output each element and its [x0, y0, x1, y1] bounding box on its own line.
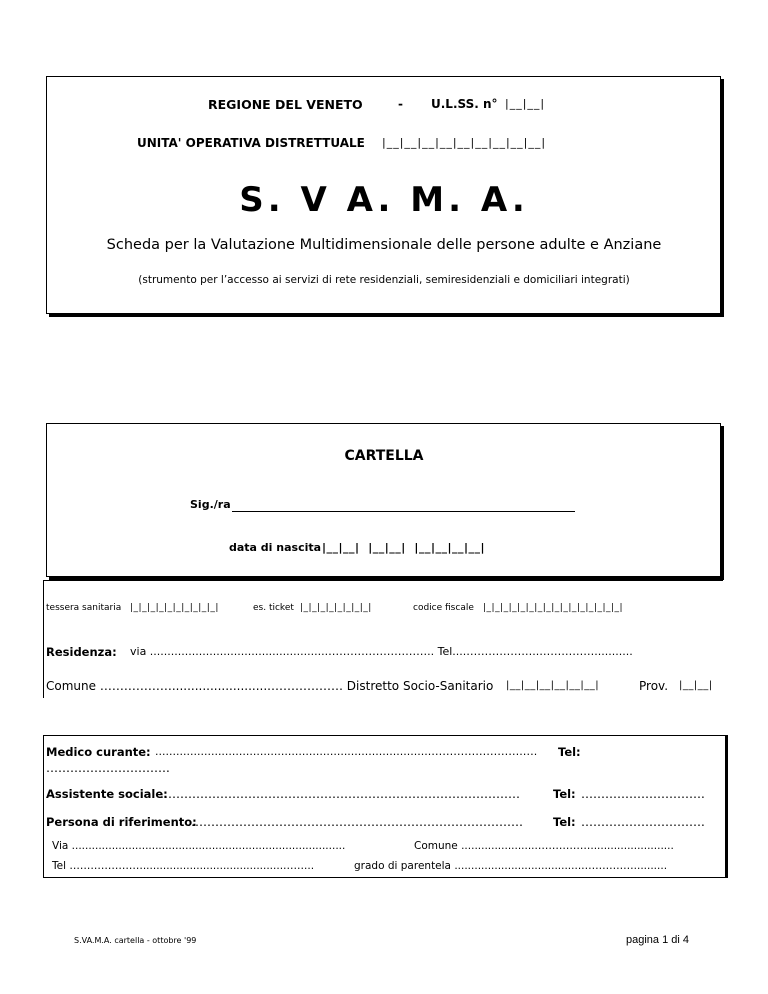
- tessera-label: tessera sanitaria: [46, 603, 122, 613]
- assistente-tel-label: Tel:: [553, 787, 576, 801]
- subtitle: Scheda per la Valutazione Multidimensionale delle persone adulte e Anziane: [106, 237, 662, 253]
- persona-tel-line[interactable]: Tel …………………..........................................……...: [52, 860, 315, 872]
- residence-via-line[interactable]: via ...................................................……………………….. Tel....………………..……………...........: [130, 645, 633, 658]
- tessera-cells[interactable]: |_|_|_|_|_|_|_|_|_|_|: [130, 603, 219, 613]
- footer-left: S.VA.M.A. cartella - ottobre '99: [74, 936, 197, 945]
- assistente-field[interactable]: ………………………………………………………………………………: [160, 787, 520, 801]
- persona-grado-field[interactable]: grado di parentela ......................................……………..........: [354, 860, 668, 872]
- prov-label: Prov.: [639, 679, 669, 693]
- persona-field[interactable]: …………………………………………………………………………: [187, 815, 523, 829]
- sig-label: Sig./ra: [190, 498, 231, 511]
- persona-tel-field[interactable]: ………………………….: [581, 815, 705, 829]
- medico-field[interactable]: ...............................................................................…………………….….: [155, 745, 538, 758]
- cf-label: codice fiscale: [413, 603, 474, 613]
- divider: [43, 580, 723, 581]
- persona-label: Persona di riferimento:: [46, 815, 197, 829]
- medico-tel-field[interactable]: ………………………….: [46, 761, 170, 775]
- residence-comune-line[interactable]: Comune ………………..........................……………… Distretto Socio-Sanitario: [46, 679, 494, 693]
- assistente-label: Assistente sociale:: [46, 787, 168, 801]
- persona-tel-label: Tel:: [553, 815, 576, 829]
- medico-tel-label: Tel:: [558, 745, 581, 759]
- sig-field[interactable]: [232, 511, 575, 512]
- birth-cells[interactable]: |__|__| |__|__| |__|__|__|__|: [322, 541, 486, 554]
- birth-label: data di nascita: [229, 541, 322, 554]
- page-number: pagina 1 di 4: [626, 934, 689, 946]
- persona-via-field[interactable]: Via ..................................................................................: [52, 840, 346, 852]
- unit-cells[interactable]: |__|__|__|__|__|__|__|__|__|: [382, 136, 547, 149]
- ulss-label: U.L.SS. n°: [431, 97, 498, 111]
- cf-cells[interactable]: |_|_|_|_|_|_|_|_|_|_|_|_|_|_|_|_|: [483, 603, 624, 613]
- ticket-label: es. ticket: [253, 603, 294, 613]
- region-label: REGIONE DEL VENETO: [208, 97, 363, 112]
- persona-comune-field[interactable]: Comune .......................…………….........................: [414, 840, 674, 852]
- region-dash: -: [398, 97, 403, 111]
- left-border: [43, 580, 44, 698]
- ulss-cells[interactable]: |__|__|: [505, 97, 546, 110]
- ticket-cells[interactable]: |_|_|_|_|_|_|_|_|: [300, 603, 372, 613]
- cartella-heading: CARTELLA: [344, 448, 424, 464]
- assistente-tel-field[interactable]: ………………………….: [581, 787, 705, 801]
- unit-label: UNITA' OPERATIVA DISTRETTUALE: [137, 136, 365, 150]
- subtitle-note: (strumento per l’accesso ai servizi di rete residenziali, semiresidenziali e domiciliari integrati): [138, 274, 630, 286]
- distretto-cells[interactable]: |__|__|__|__|__|__|: [506, 680, 600, 691]
- medico-label: Medico curante:: [46, 745, 151, 759]
- prov-cells[interactable]: |__|__|: [679, 680, 713, 691]
- page-title: S. V A. M. A.: [239, 180, 529, 220]
- residence-label: Residenza:: [46, 645, 117, 659]
